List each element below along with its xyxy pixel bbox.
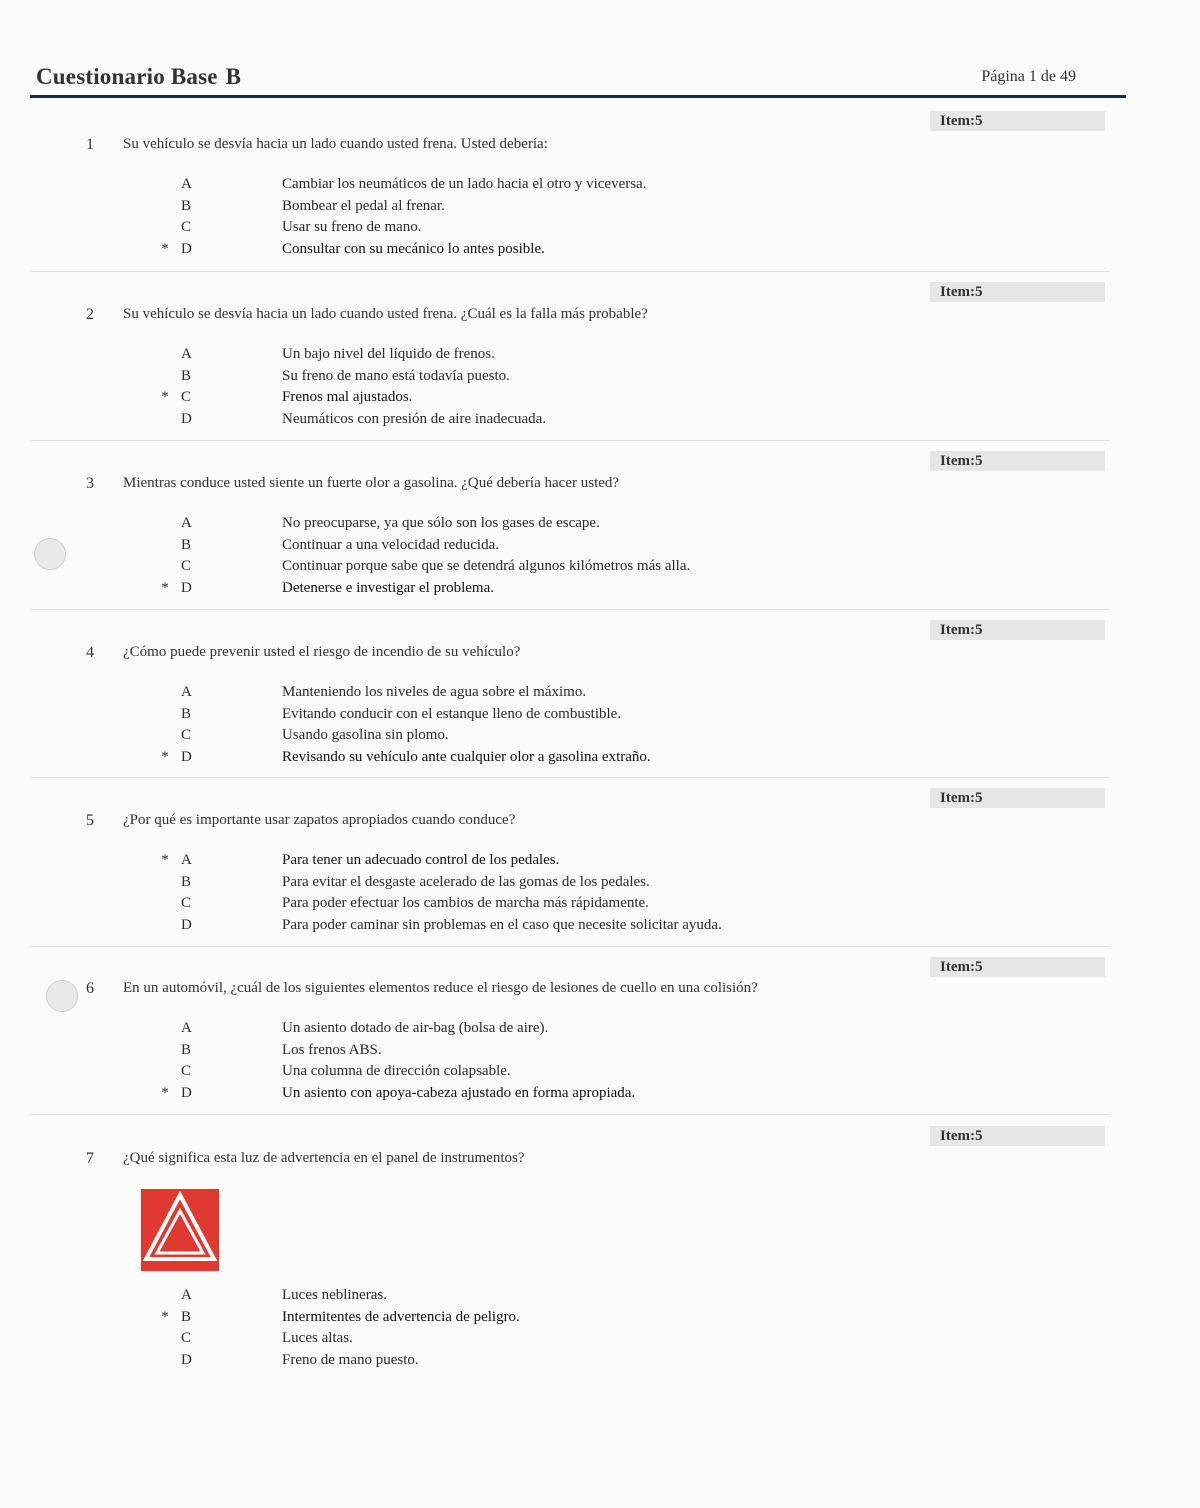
correct-answer-marker: * (161, 579, 169, 596)
option-letter: B (181, 1308, 192, 1325)
option-text: Evitando conducir con el estanque lleno de combustible. (282, 705, 622, 722)
punch-hole (46, 980, 78, 1012)
question-number: 2 (86, 306, 94, 323)
header-divider (30, 95, 1126, 98)
question-number: 5 (86, 812, 94, 829)
option-letter: C (181, 1063, 192, 1079)
correct-answer-marker: * (161, 240, 169, 257)
correct-answer-marker: * (161, 1084, 169, 1101)
answer-option (0, 176, 1000, 197)
item-badge: Item:5 (930, 1126, 1105, 1146)
item-badge: Item:5 (930, 111, 1105, 131)
question-text: Mientras conduce usted siente un fuerte olor a gasolina. ¿Qué debería hacer usted? (123, 475, 620, 491)
option-letter: A (181, 1287, 192, 1303)
question-number: 6 (86, 980, 94, 997)
question-divider (30, 271, 1110, 272)
question-number: 4 (86, 644, 94, 661)
option-text: Bombear el pedal al frenar. (282, 197, 445, 214)
question-divider (30, 1114, 1110, 1115)
option-text: Su freno de mano está todavía puesto. (282, 367, 510, 384)
answer-option (0, 917, 1000, 938)
answer-option (0, 895, 1000, 916)
answer-option (0, 580, 1000, 601)
option-letter: D (181, 579, 192, 596)
option-letter: B (181, 705, 192, 722)
question-divider (30, 609, 1110, 610)
option-text: Consultar con su mecánico lo antes posible. (282, 240, 545, 257)
option-letter: C (181, 895, 192, 911)
question-number: 1 (86, 136, 94, 153)
answer-option (0, 749, 1000, 770)
question-divider (30, 440, 1110, 441)
question-divider (30, 946, 1110, 947)
answer-option (0, 219, 1000, 240)
answer-option (0, 198, 1000, 219)
option-text: Neumáticos con presión de aire inadecuada. (282, 410, 547, 427)
item-badge: Item:5 (930, 451, 1105, 471)
option-letter: A (181, 684, 192, 700)
option-letter: B (181, 197, 192, 214)
answer-option (0, 537, 1000, 558)
page-number: Página 1 de 49 (981, 68, 1076, 85)
option-letter: B (181, 873, 192, 890)
answer-option (0, 1042, 1000, 1063)
option-letter: D (181, 1084, 192, 1101)
item-badge: Item:5 (930, 620, 1105, 640)
option-text: Un bajo nivel del líquido de frenos. (282, 346, 495, 362)
answer-option (0, 684, 1000, 705)
question-number: 3 (86, 475, 94, 492)
option-text: Revisando su vehículo ante cualquier olor a gasolina extraño. (282, 748, 651, 765)
item-badge: Item:5 (930, 957, 1105, 977)
answer-option (0, 706, 1000, 727)
option-text: Detenerse e investigar el problema. (282, 579, 494, 596)
question-text: ¿Qué significa esta luz de advertencia en el panel de instrumentos? (123, 1150, 525, 1166)
option-text: Continuar porque sabe que se detendrá algunos kilómetros más alla. (282, 558, 691, 574)
answer-option (0, 1020, 1000, 1041)
answer-option (0, 1309, 1000, 1330)
title-variant: B (225, 64, 242, 89)
option-text: Manteniendo los niveles de agua sobre el máximo. (282, 684, 587, 700)
option-text: Usar su freno de mano. (282, 219, 422, 235)
option-letter: C (181, 727, 192, 743)
question-text: En un automóvil, ¿cuál de los siguientes elementos reduce el riesgo de lesiones de cuello en una colisión? (123, 980, 758, 996)
option-text: Intermitentes de advertencia de peligro. (282, 1308, 520, 1325)
option-text: Freno de mano puesto. (282, 1351, 419, 1368)
option-letter: A (181, 1020, 192, 1036)
answer-option (0, 241, 1000, 262)
hazard-warning-icon (141, 1189, 219, 1271)
answer-option (0, 346, 1000, 367)
question-text: Su vehículo se desvía hacia un lado cuando usted frena. Usted debería: (123, 136, 548, 152)
option-text: Usando gasolina sin plomo. (282, 727, 449, 743)
item-badge: Item:5 (930, 788, 1105, 808)
answer-option (0, 368, 1000, 389)
correct-answer-marker: * (161, 852, 169, 868)
correct-answer-marker: * (161, 389, 169, 405)
option-letter: A (181, 176, 192, 192)
option-text: Una columna de dirección colapsable. (282, 1063, 511, 1079)
answer-option (0, 1063, 1000, 1084)
option-letter: A (181, 852, 192, 868)
option-text: Para evitar el desgaste acelerado de las gomas de los pedales. (282, 873, 650, 890)
question-text: ¿Por qué es importante usar zapatos apropiados cuando conduce? (123, 812, 516, 828)
question-divider (30, 777, 1110, 778)
option-text: Un asiento con apoya-cabeza ajustado en forma apropiada. (282, 1084, 636, 1101)
option-letter: A (181, 346, 192, 362)
option-letter: C (181, 558, 192, 574)
option-letter: B (181, 367, 192, 384)
option-text: Continuar a una velocidad reducida. (282, 536, 500, 553)
answer-option (0, 852, 1000, 873)
answer-option (0, 411, 1000, 432)
question-text: ¿Cómo puede prevenir usted el riesgo de incendio de su vehículo? (123, 644, 521, 660)
option-text: Para poder efectuar los cambios de marcha más rápidamente. (282, 895, 649, 911)
correct-answer-marker: * (161, 748, 169, 765)
option-letter: D (181, 1351, 192, 1368)
option-text: No preocuparse, ya que sólo son los gases de escape. (282, 515, 600, 531)
option-letter: B (181, 1041, 192, 1058)
correct-answer-marker: * (161, 1308, 169, 1325)
item-badge: Item:5 (930, 282, 1105, 302)
option-text: Los frenos ABS. (282, 1041, 382, 1058)
option-text: Para tener un adecuado control de los pedales. (282, 852, 560, 868)
answer-option (0, 1287, 1000, 1308)
option-text: Luces neblineras. (282, 1287, 387, 1303)
option-text: Para poder caminar sin problemas en el caso que necesite solicitar ayuda. (282, 916, 722, 933)
answer-option (0, 558, 1000, 579)
option-letter: D (181, 410, 192, 427)
option-text: Frenos mal ajustados. (282, 389, 413, 405)
answer-option (0, 1330, 1000, 1351)
option-letter: D (181, 240, 192, 257)
option-text: Un asiento dotado de air-bag (bolsa de aire). (282, 1020, 549, 1036)
option-letter: C (181, 1330, 192, 1346)
answer-option (0, 515, 1000, 536)
question-text: Su vehículo se desvía hacia un lado cuando usted frena. ¿Cuál es la falla más probable? (123, 306, 648, 322)
option-letter: A (181, 515, 192, 531)
question-number: 7 (86, 1150, 94, 1167)
option-letter: B (181, 536, 192, 553)
title-text: Cuestionario Base (36, 64, 218, 89)
answer-option (0, 727, 1000, 748)
answer-option (0, 874, 1000, 895)
option-text: Cambiar los neumáticos de un lado hacia el otro y viceversa. (282, 176, 647, 192)
option-letter: C (181, 219, 192, 235)
hazard-triangle-icon (141, 1189, 219, 1271)
answer-option (0, 1352, 1000, 1373)
option-letter: C (181, 389, 192, 405)
page-title (36, 64, 241, 90)
answer-option (0, 389, 1000, 410)
option-letter: D (181, 916, 192, 933)
option-letter: D (181, 748, 192, 765)
option-text: Luces altas. (282, 1330, 353, 1346)
answer-option (0, 1085, 1000, 1106)
